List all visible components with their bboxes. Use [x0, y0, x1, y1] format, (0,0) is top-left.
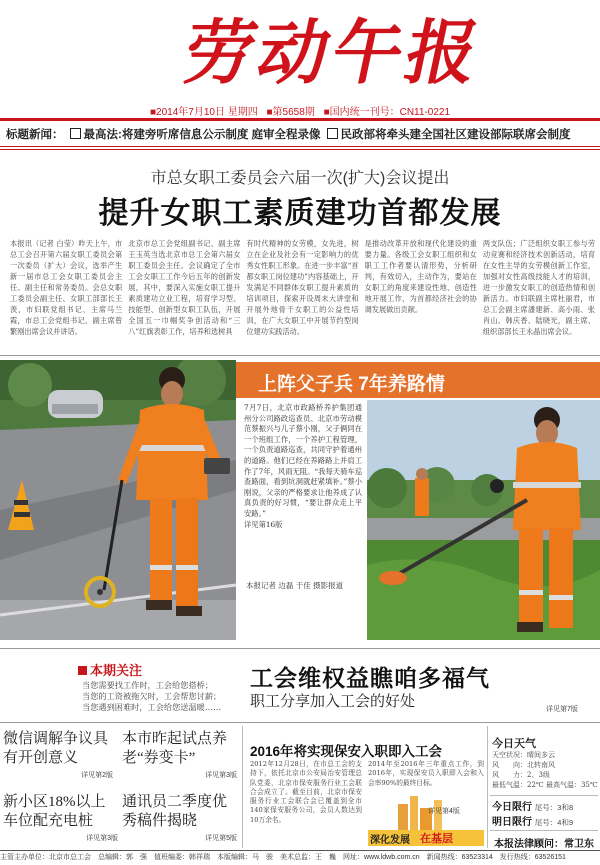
insurance-badge: [368, 790, 484, 846]
lead-column: 两支队伍；广泛组织女职工参与劳动竞赛和经济技术创新活动，培育在女性主导的女劳模创新工作室，加强对女性高级技能人才的培训，进一步激发女职工的创造热情和创新活力。市妇联副主席杜丽君，市总工会副主席潘建新、高小雨、张肖山、韩庆香、陆晓光，副主席、组织部部长王永晶出席会议。: [482, 239, 596, 336]
weather-line: 天空状况：晴间多云: [492, 751, 555, 759]
photo-road-worker-image: [0, 360, 236, 640]
masthead-rule: [0, 118, 600, 121]
insurance-col: 2012年12月28日，在市总工会的支持下，依托北京市公安局治安管理总队党委，北京市保安服务行业工会联合会成立了。截至目前，北京市保安服务行业工会联合会已覆盖到全市140家保安服务公司，会员人数达到10万余名。: [250, 760, 362, 824]
lead-columns: [10, 238, 595, 350]
focus-headline[interactable]: 工会维权益瞧咱多福气: [250, 665, 490, 691]
limit-value: 尾号：3和8: [534, 803, 574, 812]
lead-kicker: 市总女职工委员会六届一次(扩大)会议提出: [150, 170, 450, 187]
focus-list: [82, 680, 242, 713]
brief[interactable]: [3, 793, 118, 843]
feature-story: [244, 403, 362, 530]
limit-value: 尾号：4和9: [534, 818, 574, 827]
brief[interactable]: [122, 793, 237, 843]
divider: [0, 722, 600, 723]
brief-ref[interactable]: 详见第3版: [205, 772, 237, 779]
focus-item: 当您需要找工作时，工会给您搭桥；: [82, 680, 214, 690]
focus-item: 当您遇到困难时，工会给您送温暖……: [82, 702, 222, 712]
divider: [0, 648, 600, 649]
brief-ref[interactable]: 详见第3版: [86, 835, 118, 842]
limit-label: 今日限行: [492, 802, 532, 813]
divider: [490, 795, 598, 796]
feature-story-text: 7月7日，北京市政路桥养护集团通州分公司路政巡查员、北京市劳动模范蔡振兴与儿子蔡小刚，父子俩同在一个班组工作，一个养护工程管理，一个负责道路巡查，共同守护着通州的道路。他们已经在养路路上并肩工作了7年，风雨无阻。“我每天骑车巡查路面，看到坑洞就赶紧填补。”蔡小刚说，父亲的严格要求让他养成了认真负责的好习惯，“要让群众走上平安路。”: [244, 403, 362, 518]
lead-title[interactable]: 提升女职工素质建功首都发展: [98, 197, 502, 230]
insurance-col: 2014年至2016年三年重点工作，到2016年，实现保安员入职即入会和入会率90%的最终目标。: [368, 760, 484, 787]
column-divider: [487, 726, 488, 848]
checkbox-icon: [70, 128, 81, 139]
issue-cn: ■国内统一刊号：CN11-0221: [323, 107, 451, 118]
brief-title[interactable]: 通讯员二季度优秀稿件揭晓: [122, 794, 228, 829]
feature-banner: [236, 362, 600, 398]
weather-list: [492, 750, 598, 790]
focus-ref[interactable]: 详见第7版: [546, 706, 578, 713]
brief[interactable]: [122, 730, 237, 780]
lead-column: 是推动改革开放和现代化建设的重要力量。各级工会女职工组织和女职工工作者要认清形势，分析研判，有效切入，主动作为，要站在女职工的角度来建设性地、创造性地开展工作，为首都经济社会的协调发展做出贡献。: [364, 239, 477, 314]
focus-item: 当您的工资被拖欠时，工会帮您讨薪；: [82, 691, 222, 701]
photo-grass-workers: [367, 400, 600, 640]
weather-title: 今日天气: [492, 738, 536, 750]
checkbox-icon: [327, 128, 338, 139]
legal-advisor: 本报法律顾问：常卫东: [494, 839, 594, 850]
focus-title-text: 本期关注: [90, 663, 143, 678]
headline-bar-item[interactable]: 最高法:将建旁听席信息公示制度 庭审全程录像: [83, 129, 321, 141]
brief-ref[interactable]: 详见第2版: [81, 772, 113, 779]
weather-line: 风 向：北转南风: [492, 761, 555, 769]
divider: [0, 850, 600, 851]
headline-bar: [6, 126, 596, 144]
focus-subhead: 职工分享加入工会的好处: [250, 694, 416, 710]
divider: [490, 830, 598, 831]
weather-line: 最低气温：22℃ 最高气温：35℃: [492, 781, 598, 789]
badge-text: 在基层: [420, 833, 453, 845]
headline-bar-item[interactable]: 民政部将牵头建全国社区建设部际联席会制度: [340, 129, 571, 141]
issue-number: ■第5658期: [266, 107, 315, 118]
feature-story-ref[interactable]: 详见第16版: [244, 519, 283, 529]
lead-column: 本报讯（记者 白莹）昨天上午，市总工会召开第六届女职工委员会第一次委员（扩大）会议，选举产生新一届市总工会女职工委员会主任、副主任和常务委员。会总女职工委员会副主任、女职工部部长王羡，市妇联党组书记、主席马兰霞，市总工会党组书记、副主席曾繁刚出席会议并讲话。: [10, 239, 123, 336]
divider: [0, 355, 600, 356]
divider: [0, 146, 600, 147]
brief-ref[interactable]: 详见第5版: [205, 835, 237, 842]
masthead: [0, 0, 600, 120]
brief-title[interactable]: 微信调解争议具有开创意义: [3, 731, 109, 766]
photo-credit: 本报记者 边磊 于佳 摄影报道: [246, 581, 344, 590]
lead-column: 有时代精神的女劳模，女先进，树立在企业及社会有一定影响力的优秀女性职工形象。在进一步丰富“首都女职工岗位建功”内容基础上，开发满足不同群体女职工提升素质的培训项目，探索开设周末大讲堂和开展外地骨干女职工的公益性培训，在广大女职工中开展节约型岗位建功实践活动。: [246, 239, 359, 336]
brief-title[interactable]: 新小区18%以上车位配充电桩: [3, 794, 106, 829]
insurance-title[interactable]: 2016年将实现保安入职即入工会: [250, 744, 443, 759]
lead-column: 北京市总工会党组副书记、副主席王玉英当选北京市总工会第六届女职工委员会主任。会议确定了全市工会女职工工作今后五年的创新发展，其中，要深入实施女职工提升素质建功立业工程，培育学习型、技能型、创新型女职工队伍，开展全国五一巾帼奖争创活动和“三八”红旗表彰工作，培养和选树具: [128, 239, 241, 336]
square-icon: [78, 666, 87, 675]
brief-title[interactable]: 本市昨起试点养老“券变卡”: [122, 731, 228, 766]
weather-line: 风 力：2、3级: [492, 771, 550, 779]
column-divider: [242, 726, 243, 848]
limit-today: [492, 798, 573, 813]
newspaper-logo: 劳动午报: [176, 11, 490, 94]
issue-info: [130, 103, 470, 118]
divider: [0, 149, 600, 150]
badge-text: 深化发展: [370, 835, 410, 846]
photo-road-worker: [0, 360, 236, 640]
limit-label: 明日限行: [492, 817, 532, 828]
issue-date: ■2014年7月10日 星期四: [149, 107, 258, 118]
photo-grass-workers-image: [367, 400, 600, 640]
brief[interactable]: [3, 730, 113, 780]
footer: 主管主办单位：北京市总工会 总编辑：郭 强 值班编委：韩祥瑞 本版编辑：马 骏 美术总监：王 巍 网址：www.ldwb.com.cn 新闻热线：63523314 发行热线：63526151: [0, 854, 566, 861]
focus-title: [78, 660, 142, 679]
headline-bar-label: 标题新闻：: [6, 129, 64, 141]
limit-tomorrow: [492, 813, 573, 828]
feature-banner-title[interactable]: 上阵父子兵 7年养路情: [258, 374, 445, 395]
insurance-ref[interactable]: 详见第4版: [428, 808, 460, 815]
